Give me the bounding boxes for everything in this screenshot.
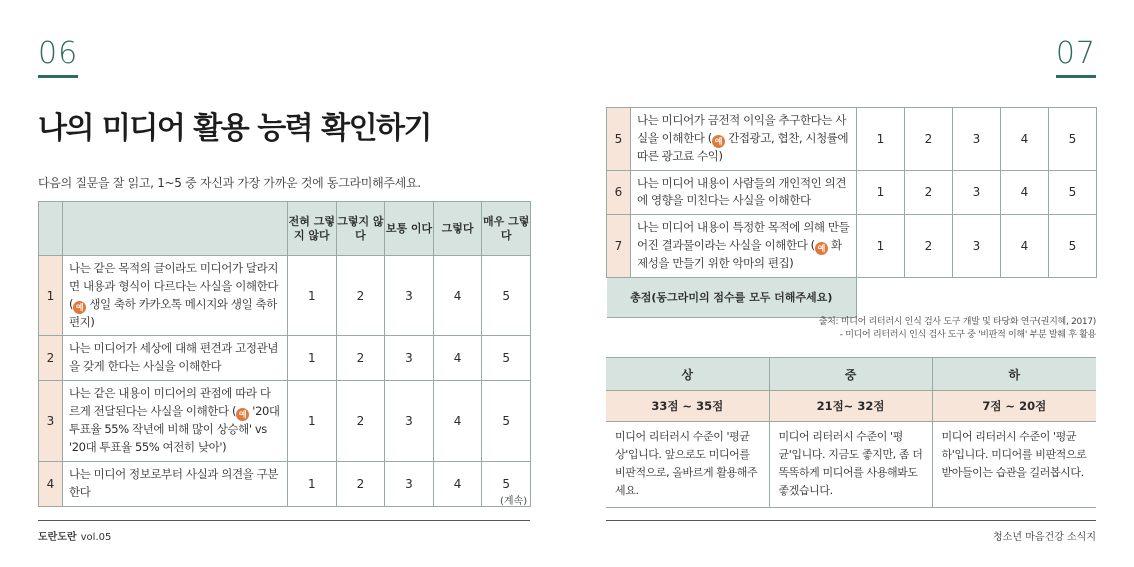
- score-2[interactable]: 2: [905, 108, 953, 171]
- statement-text: 나는 미디어 정보로부터 사실과 의견을 구분한다: [63, 461, 288, 506]
- level-low: 하: [932, 358, 1096, 391]
- page-title: 나의 미디어 활용 능력 확인하기: [38, 111, 432, 146]
- statement-text: 나는 미디어 내용이 사람들의 개인적인 의견에 영향을 미친다는 사실을 이해한다: [631, 170, 857, 215]
- score-5[interactable]: 5: [1049, 170, 1097, 215]
- intro-text: 다음의 질문을 잘 읽고, 1~5 중 자신과 가장 가까운 것에 동그라미해주세요.: [38, 176, 421, 190]
- statement-text: 나는 미디어 내용이 특정한 목적에 의해 만들어진 결과물이라는 사실을 이해한다 ( 예 화제성을 만들기 위한 악마의 편집): [631, 215, 857, 278]
- statement-text: 나는 같은 목적의 글이라도 미디어가 달라지면 내용과 형식이 다르다는 사실을 이해한다 ( 예 생일 축하 카카오톡 메시지와 생일 축하편지): [63, 256, 288, 336]
- total-score-area[interactable]: [857, 277, 1097, 317]
- score-5[interactable]: 5: [482, 336, 531, 381]
- footer-brand: 도란도란: [38, 532, 77, 543]
- level-range-row: [606, 391, 1096, 422]
- example-icon: 예: [815, 242, 828, 255]
- score-4[interactable]: 4: [433, 336, 482, 381]
- row-number: 1: [39, 256, 63, 336]
- score-2[interactable]: 2: [336, 461, 385, 506]
- table-row: [39, 381, 531, 461]
- source-line-1: 출처: 미디어 리터러시 인식 검사 도구 개발 및 타당화 연구(권지혜, 2017): [818, 317, 1096, 327]
- score-1[interactable]: 1: [857, 170, 905, 215]
- page-number-left: 06: [38, 36, 79, 71]
- footer-left: [38, 528, 111, 543]
- score-3[interactable]: 3: [953, 215, 1001, 278]
- score-5[interactable]: 5: [482, 381, 531, 461]
- footer-volume: vol.05: [80, 532, 112, 543]
- level-table: [606, 357, 1096, 508]
- score-2[interactable]: 2: [336, 336, 385, 381]
- score-3[interactable]: 3: [953, 108, 1001, 171]
- statement-text: 나는 같은 내용이 미디어의 관점에 따라 다르게 전달된다는 사실을 이해한다 ( 예 '20대 투표율 55% 작년에 비해 많이 상승해' vs '20대 투표율 55% 여전히 낮아'): [63, 381, 288, 461]
- header-neutral: 보통 이다: [385, 202, 434, 256]
- row-number: 7: [607, 215, 631, 278]
- score-5[interactable]: 5: [482, 256, 531, 336]
- score-4[interactable]: 4: [1001, 215, 1049, 278]
- header-statement-cell: [63, 202, 288, 256]
- score-3[interactable]: 3: [385, 336, 434, 381]
- footer-right: 청소년 마음건강 소식지: [993, 532, 1096, 543]
- score-3[interactable]: 3: [953, 170, 1001, 215]
- survey-table-left: [38, 201, 531, 507]
- score-4[interactable]: 4: [1001, 108, 1049, 171]
- level-high-range: 33점 ~ 35점: [606, 391, 769, 422]
- score-5[interactable]: 5: [1049, 108, 1097, 171]
- score-4[interactable]: 4: [433, 461, 482, 506]
- page-number-right: 07: [1055, 36, 1096, 71]
- example-icon: 예: [73, 301, 86, 314]
- row-number: 4: [39, 461, 63, 506]
- score-4[interactable]: 4: [433, 256, 482, 336]
- score-2[interactable]: 2: [336, 381, 385, 461]
- score-5[interactable]: 5: [1049, 215, 1097, 278]
- row-number: 2: [39, 336, 63, 381]
- score-4[interactable]: 4: [433, 381, 482, 461]
- survey-table-right: [606, 107, 1097, 318]
- row-number: 5: [607, 108, 631, 171]
- header-num-cell: [39, 202, 63, 256]
- example-icon: 예: [236, 408, 249, 421]
- score-3[interactable]: 3: [385, 461, 434, 506]
- score-1[interactable]: 1: [288, 461, 337, 506]
- score-1[interactable]: 1: [288, 381, 337, 461]
- footer-divider-left: [38, 520, 530, 521]
- table-row: [39, 256, 531, 336]
- source-line-2: - 미디어 리터러시 인식 검사 도구 중 '비판적 이해' 부분 발췌 후 활용: [839, 330, 1096, 341]
- level-desc-row: [606, 422, 1096, 508]
- level-mid-desc: 미디어 리터러시 수준이 '평균'입니다. 지금도 좋지만, 좀 더 똑똑하게 미디어를 사용해봐도 좋겠습니다.: [769, 422, 932, 508]
- score-2[interactable]: 2: [905, 215, 953, 278]
- score-2[interactable]: 2: [905, 170, 953, 215]
- header-strongly-agree: 매우 그렇다: [482, 202, 531, 256]
- statement-text: 나는 미디어가 금전적 이익을 추구한다는 사실을 이해한다 ( 예 간접광고, 협찬, 시청률에 따른 광고료 수익): [631, 108, 857, 171]
- footer-divider-right: [606, 520, 1096, 521]
- statement-text: 나는 미디어가 세상에 대해 편견과 고정관념을 갖게 한다는 사실을 이해한다: [63, 336, 288, 381]
- example-icon: 예: [712, 135, 725, 148]
- level-low-desc: 미디어 리터러시 수준이 '평균 하'입니다. 미디어를 비판적으로 받아들이는 습관을 길러봅시다.: [932, 422, 1096, 508]
- header-strongly-disagree: 전혀 그렇지 않다: [288, 202, 337, 256]
- table-header-row: [39, 202, 531, 256]
- level-header-row: [606, 358, 1096, 391]
- continued-note: (계속): [500, 496, 528, 507]
- score-1[interactable]: 1: [288, 256, 337, 336]
- source-note: [819, 316, 1096, 342]
- score-5[interactable]: 5: [482, 461, 531, 506]
- total-label: 총점(동그라미의 점수를 모두 더해주세요): [607, 277, 857, 317]
- table-row: [39, 461, 531, 506]
- level-high: 상: [606, 358, 769, 391]
- score-3[interactable]: 3: [385, 256, 434, 336]
- table-row: [607, 108, 1097, 171]
- table-row: [39, 336, 531, 381]
- score-2[interactable]: 2: [336, 256, 385, 336]
- header-disagree: 그렇지 않다: [336, 202, 385, 256]
- row-number: 6: [607, 170, 631, 215]
- table-row: [607, 215, 1097, 278]
- header-agree: 그렇다: [433, 202, 482, 256]
- score-1[interactable]: 1: [857, 215, 905, 278]
- level-mid-range: 21점~ 32점: [769, 391, 932, 422]
- level-high-desc: 미디어 리터러시 수준이 '평균 상'입니다. 앞으로도 미디어를 비판적으로, 올바르게 활용해주세요.: [606, 422, 769, 508]
- total-row: [607, 277, 1097, 317]
- row-number: 3: [39, 381, 63, 461]
- score-1[interactable]: 1: [288, 336, 337, 381]
- table-row: [607, 170, 1097, 215]
- score-4[interactable]: 4: [1001, 170, 1049, 215]
- level-low-range: 7점 ~ 20점: [932, 391, 1096, 422]
- level-mid: 중: [769, 358, 932, 391]
- score-3[interactable]: 3: [385, 381, 434, 461]
- score-1[interactable]: 1: [857, 108, 905, 171]
